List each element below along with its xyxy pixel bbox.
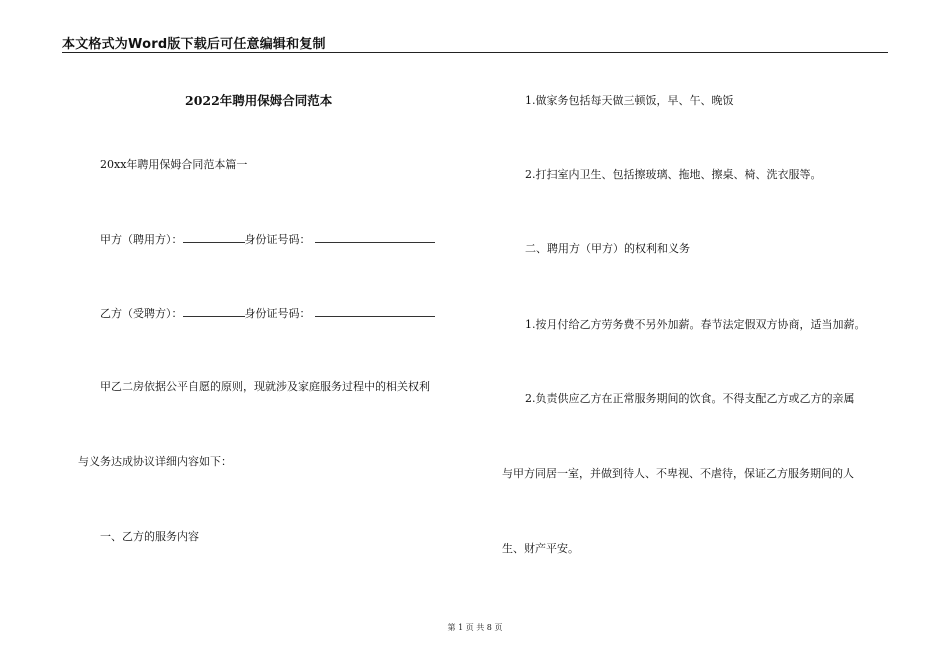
party-a-label: 甲方（聘用方）： xyxy=(100,233,183,246)
paragraph-principle-continued: 与义务达成协议详细内容如下： xyxy=(78,455,232,468)
party-a-line xyxy=(100,232,435,247)
header-text: 本文格式为Word版下载后可任意编辑和复制 xyxy=(62,37,326,52)
party-b-name-blank xyxy=(183,306,245,317)
page-header xyxy=(62,30,888,53)
party-a-name-blank xyxy=(183,232,245,243)
rights-item-2-continued: 与甲方同居一室，并做到待人、不卑视、不虐待，保证乙方服务期间的人 xyxy=(502,467,854,480)
document-title: 2022年聘用保姆合同范本 xyxy=(185,93,333,108)
rights-item-2: 2.负责供应乙方在正常服务期间的饮食。不得支配乙方或乙方的亲属 xyxy=(525,392,855,405)
party-b-line xyxy=(100,306,435,321)
document-subtitle: 20xx年聘用保姆合同范本篇一 xyxy=(100,158,248,171)
party-b-id-blank xyxy=(315,306,435,317)
page-number: 第 1 页 共 8 页 xyxy=(447,623,503,632)
section-heading-rights: 二、聘用方（甲方）的权利和义务 xyxy=(525,242,690,255)
party-a-id-blank xyxy=(315,232,435,243)
party-a-id-label: 身份证号码： xyxy=(244,233,311,246)
section-heading-service: 一、乙方的服务内容 xyxy=(100,530,199,543)
paragraph-principle: 甲乙二房依据公平自愿的原则，现就涉及家庭服务过程中的相关权利 xyxy=(100,380,430,393)
rights-item-2-end: 生、财产平安。 xyxy=(502,542,579,555)
service-item-1: 1.做家务包括每天做三顿饭，早、午、晚饭 xyxy=(525,94,734,107)
rights-item-1: 1.按月付给乙方劳务费不另外加薪。春节法定假双方协商，适当加薪。 xyxy=(525,318,866,331)
party-b-label: 乙方（受聘方）： xyxy=(100,307,183,320)
service-item-2: 2.打扫室内卫生、包括擦玻璃、拖地、擦桌、椅、洗衣服等。 xyxy=(525,168,822,181)
party-b-id-label: 身份证号码： xyxy=(244,307,311,320)
page-footer xyxy=(0,622,950,633)
